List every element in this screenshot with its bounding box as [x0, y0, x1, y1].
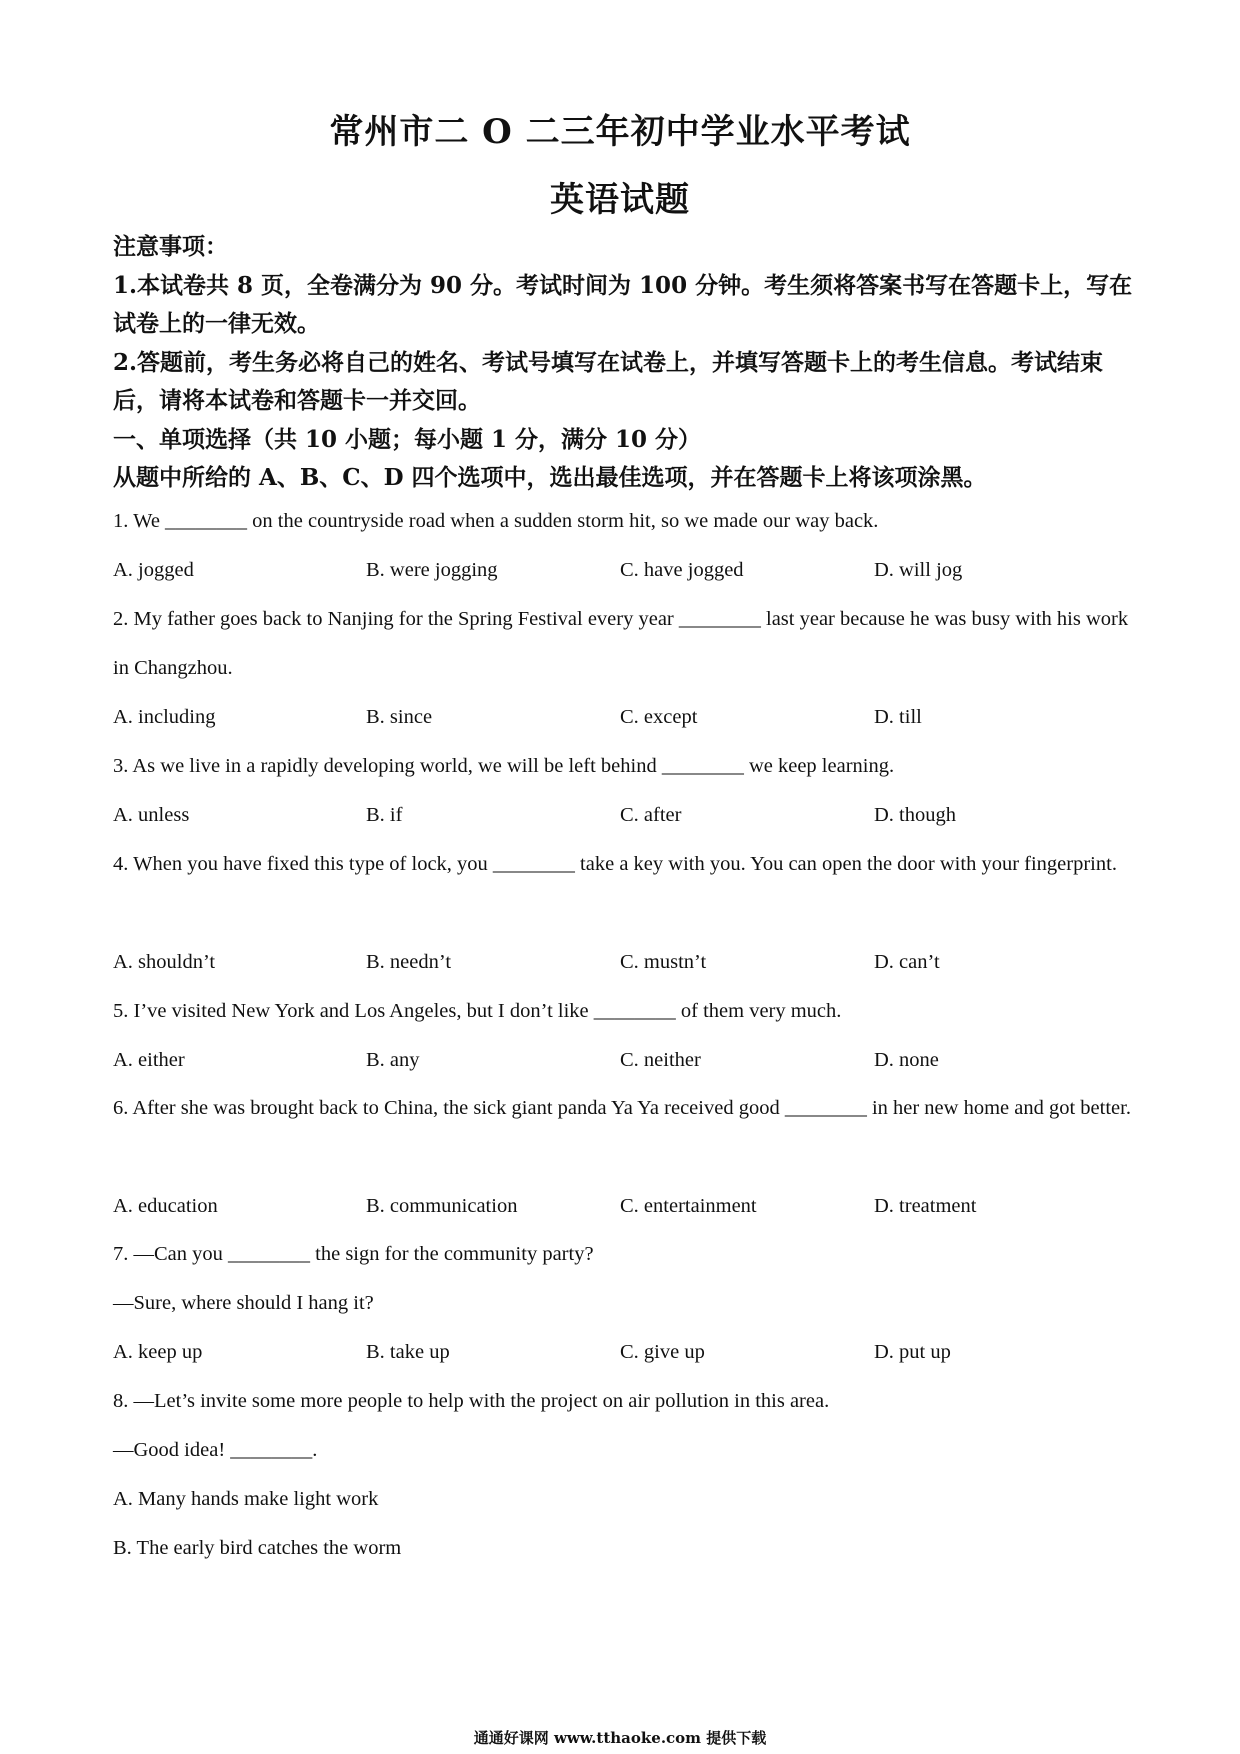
option-c: C. entertainment	[620, 1195, 757, 1217]
question-4: 4. When you have fixed this type of lock, you ________ take a key with you. You can open the door with your fingerprint.	[113, 853, 1117, 875]
question-3: 3. As we live in a rapidly developing world, we will be left behind ________ we keep learning.	[113, 755, 895, 777]
option-b: B. since	[366, 706, 433, 728]
question-8: 8. —Let’s invite some more people to help with the project on air pollution in this area.	[113, 1390, 830, 1412]
option-c: C. except	[620, 706, 698, 728]
options-6	[113, 1182, 1133, 1231]
option-c: C. after	[620, 804, 682, 826]
option-a: A. keep up	[113, 1341, 203, 1363]
notes-block	[113, 228, 1133, 498]
option-c: C. have jogged	[620, 559, 744, 581]
option-b: B. The early bird catches the worm	[113, 1537, 402, 1559]
option-a: A. shouldn’t	[113, 951, 216, 973]
option-d: D. treatment	[874, 1195, 977, 1217]
notes-item-1: 1.本试卷共 8 页，全卷满分为 90 分。考试时间为 100 分钟。考生须将答案书写在答题卡上，写在试卷上的一律无效。	[113, 271, 1133, 337]
options-5	[113, 1036, 1133, 1085]
option-c: C. give up	[620, 1341, 705, 1363]
notes-item-2: 2.答题前，考生务必将自己的姓名、考试号填写在试卷上，并填写答题卡上的考生信息。考试结束后，请将本试卷和答题卡一并交回。	[113, 348, 1104, 414]
exam-subtitle: 英语试题	[550, 180, 690, 220]
option-a: A. Many hands make light work	[113, 1488, 379, 1510]
option-d: D. put up	[874, 1341, 951, 1363]
options-4	[113, 938, 1133, 987]
question-8-reply: —Good idea! ________.	[113, 1439, 318, 1461]
question-2: 2. My father goes back to Nanjing for the Spring Festival every year ________ last year because he was busy with his work in Changzhou.	[113, 608, 1129, 679]
notes-heading: 注意事项：	[113, 233, 228, 260]
option-b: B. needn’t	[366, 951, 452, 973]
option-d: D. can’t	[874, 951, 940, 973]
option-c: C. mustn’t	[620, 951, 707, 973]
option-d: D. though	[874, 804, 956, 826]
exam-title: 常州市二 O 二三年初中学业水平考试	[329, 112, 911, 152]
option-d: D. none	[874, 1049, 939, 1071]
option-a: A. including	[113, 706, 216, 728]
section-instruction: 从题中所给的 A、B、C、D 四个选项中，选出最佳选项，并在答题卡上将该项涂黑。	[113, 464, 987, 491]
question-6: 6. After she was brought back to China, the sick giant panda Ya Ya received good ________ in her new home and got better.	[113, 1097, 1131, 1119]
options-3	[113, 791, 1133, 840]
option-d: D. till	[874, 706, 922, 728]
question-5: 5. I’ve visited New York and Los Angeles, but I don’t like ________ of them very much.	[113, 1000, 842, 1022]
options-7	[113, 1328, 1133, 1377]
options-2	[113, 693, 1133, 742]
option-a: A. unless	[113, 804, 190, 826]
page-footer: 通通好课网 www.tthaoke.com 提供下载	[473, 1729, 767, 1747]
option-d: D. will jog	[874, 559, 963, 581]
section-heading: 一、单项选择（共 10 小题；每小题 1 分，满分 10 分）	[113, 425, 702, 453]
options-1	[113, 546, 1133, 595]
option-a: A. either	[113, 1049, 185, 1071]
question-1: 1. We ________ on the countryside road when a sudden storm hit, so we made our way back.	[113, 510, 879, 532]
question-7: 7. —Can you ________ the sign for the community party?	[113, 1243, 594, 1265]
option-b: B. if	[366, 804, 403, 826]
question-7-reply: —Sure, where should I hang it?	[113, 1292, 374, 1314]
option-b: B. take up	[366, 1341, 450, 1363]
option-b: B. were jogging	[366, 559, 498, 581]
option-b: B. communication	[366, 1195, 518, 1217]
option-c: C. neither	[620, 1049, 701, 1071]
option-b: B. any	[366, 1049, 420, 1071]
option-a: A. education	[113, 1195, 218, 1217]
option-a: A. jogged	[113, 559, 194, 581]
